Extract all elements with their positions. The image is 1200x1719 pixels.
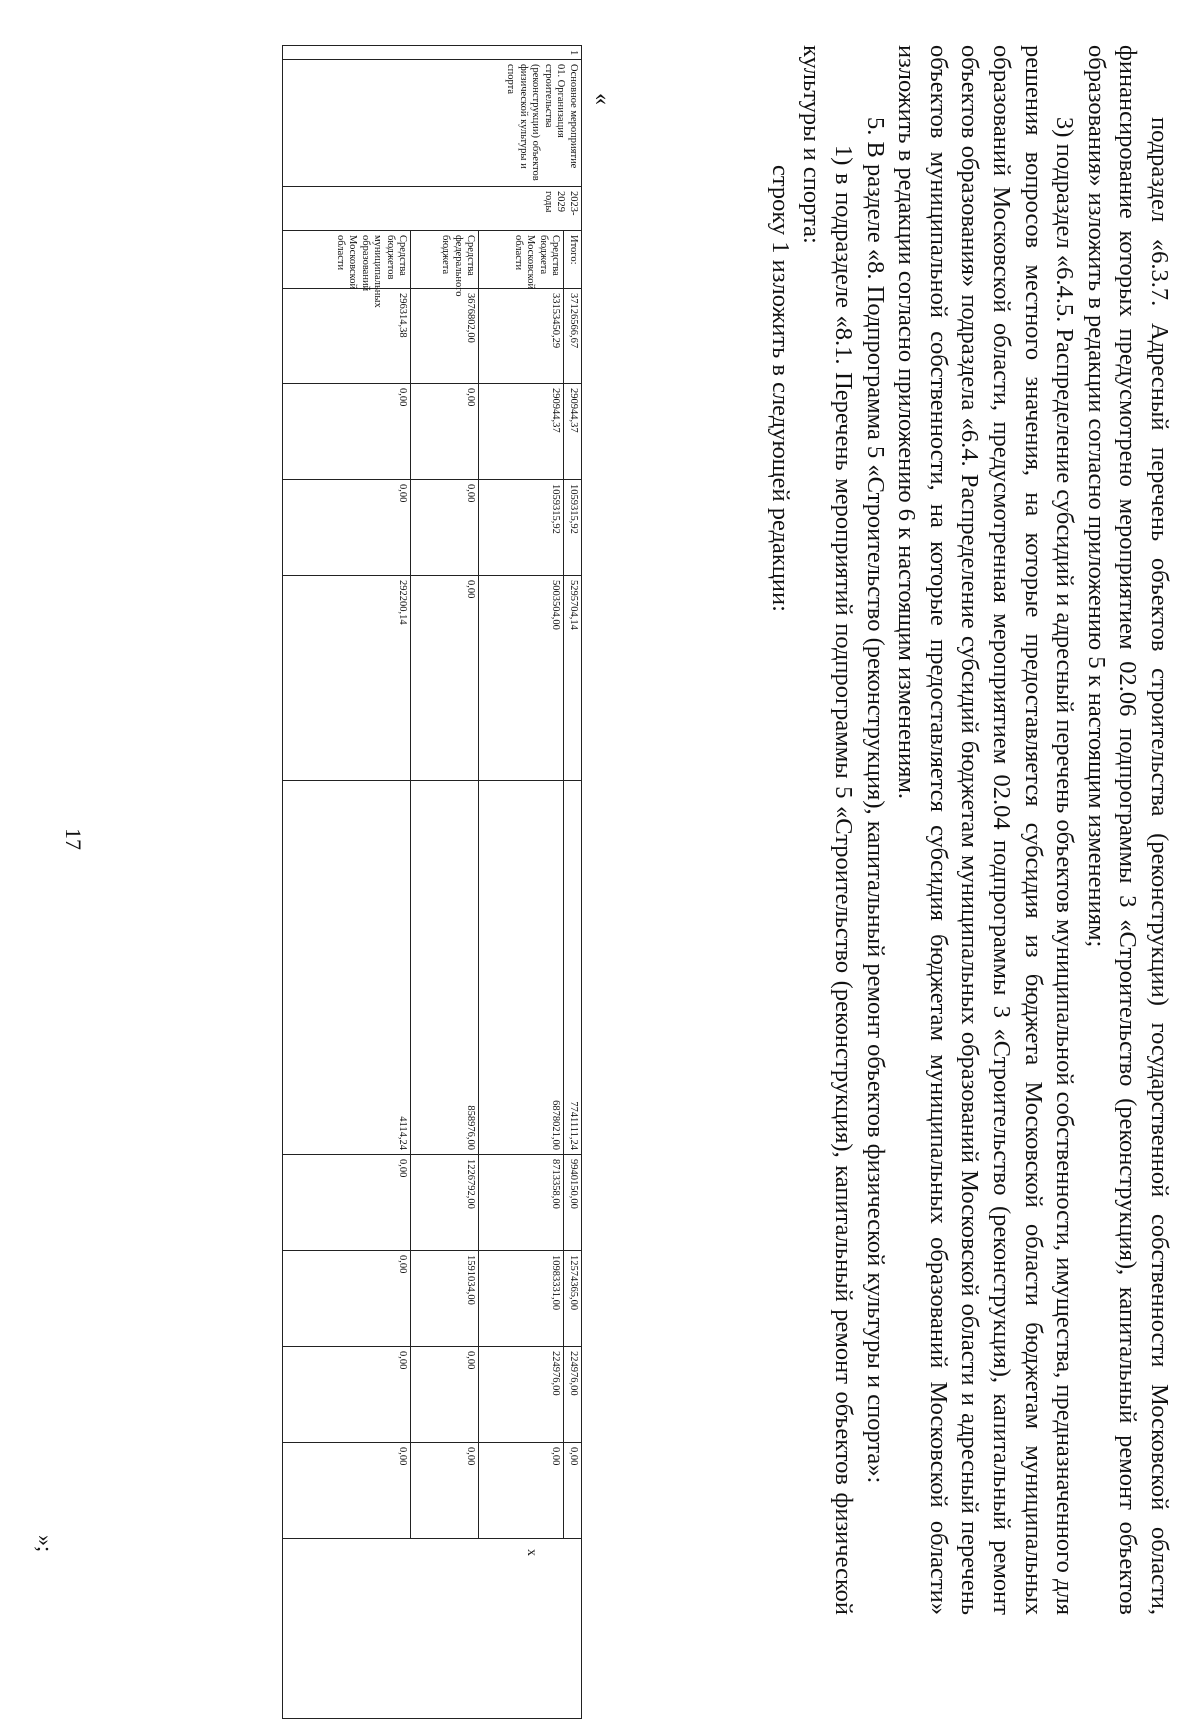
value-cell: 296314,38 (283, 289, 411, 384)
closing-quote: »; (33, 1535, 58, 1553)
source-label: Средства бюджетов муниципальных образований Московской области (283, 231, 411, 289)
measures-table (283, 45, 583, 1719)
value-cell: 1591034,00 (411, 1251, 479, 1347)
value-cell: 33153450,29 (479, 289, 564, 384)
value-cell: 0,00 (283, 480, 411, 576)
value-cell: 224976,00 (564, 1347, 582, 1443)
value-cell: 1059315,92 (564, 480, 582, 576)
page-number: 17 (61, 828, 86, 850)
value-cell: 224976,00 (479, 1347, 564, 1443)
value-cell: 12574365,00 (564, 1251, 582, 1347)
value-cell: 0,00 (411, 576, 479, 781)
table-row (411, 46, 479, 1719)
value-cell: 7741111,24 (564, 781, 582, 1155)
value-cell: 0,00 (283, 1347, 411, 1443)
value-cell: 0,00 (411, 480, 479, 576)
paragraph-row-1: строку 1 изложить в следующей редакции: (766, 165, 794, 612)
value-cell: 290944,37 (564, 384, 582, 480)
table-row (283, 46, 411, 1719)
value-cell: 1059315,92 (479, 480, 564, 576)
value-cell: 0,00 (283, 1155, 411, 1251)
table-row (479, 46, 564, 1719)
value-cell: 5003504,00 (479, 576, 564, 781)
paragraph-subsection-6-3-7: подраздел «6.3.7. Адресный перечень объектов строительства (реконструкции) государственной собственности Московской области, финансирование которых предусмотрено мероприятием 02.06 подпрограммы 3 «Строительство (реконструкция), капитальный ремонт объектов образования» изложить в редакции согласно приложению 5 к настоящим изменениям; (1082, 45, 1173, 1615)
value-cell: 0,00 (411, 1443, 479, 1539)
body-text (764, 45, 1175, 1615)
source-label: Средства федерального бюджета (411, 231, 479, 289)
source-label: Итого: (564, 231, 582, 289)
value-cell: 8713358,00 (479, 1155, 564, 1251)
row-number: 1 (283, 46, 582, 60)
value-cell: 0,00 (283, 384, 411, 480)
source-label: Средства бюджета Московской области (479, 231, 564, 289)
opening-quote: « (589, 93, 615, 105)
paragraph-subsection-6-4-5: 3) подраздел «6.4.5. Распределение субсидий и адресный перечень объектов муниципальной собственности, имущества, предназначенного для решения вопросов местного значения, на которые предоставляется субсидия из бюджета Московской области бюджетам муниципальных образований Московской области, предусмотренная мероприятием 02.04 подпрограммы 3 «Строительство (реконструкция), капитальный ремонт объектов образования» подраздела «6.4. Распределение субсидий бюджетам муниципальных образований Московской области и адресный перечень объектов муниципальной собственности, на которые предоставляется субсидия бюджетам муниципальных образований Московской области» изложить в редакции согласно приложению 6 к настоящим изменениям. (893, 45, 1079, 1615)
value-cell: 0,00 (283, 1251, 411, 1347)
value-cell: 10983331,00 (479, 1251, 564, 1347)
last-column-mark: х (283, 1539, 582, 1719)
value-cell: 4114,24 (283, 781, 411, 1155)
value-cell: 858976,00 (411, 781, 479, 1155)
value-cell: 0,00 (411, 1347, 479, 1443)
value-cell: 9940150,00 (564, 1155, 582, 1251)
value-cell: 292200,14 (283, 576, 411, 781)
value-cell: 6878021,00 (479, 781, 564, 1155)
period: 2023-2029 годы (283, 187, 582, 231)
value-cell: 3676802,00 (411, 289, 479, 384)
paragraph-section-8: 5. В разделе «8. Подпрограмма 5 «Строительство (реконструкция), капитальный ремонт объектов физической культуры и спорта»: (861, 117, 889, 1484)
value-cell: 0,00 (283, 1443, 411, 1539)
paragraph-subsection-8-1: 1) в подразделе «8.1. Перечень мероприятий подпрограммы 5 «Строительство (реконструкция), капитальный ремонт объектов физической культуры и спорта: (798, 45, 858, 1615)
measure-name: Основное мероприятие 01. Организация строительства (реконструкции) объектов физической культуры и спорта (283, 60, 582, 187)
value-cell: 0,00 (479, 1443, 564, 1539)
value-cell: 290944,37 (479, 384, 564, 480)
value-cell: 1226792,00 (411, 1155, 479, 1251)
value-cell: 5295704,14 (564, 576, 582, 781)
value-cell: 0,00 (564, 1443, 582, 1539)
value-cell: 0,00 (411, 384, 479, 480)
value-cell: 37126566,67 (564, 289, 582, 384)
rotated-page-content (15, 45, 1175, 1645)
table-row (564, 46, 582, 1719)
